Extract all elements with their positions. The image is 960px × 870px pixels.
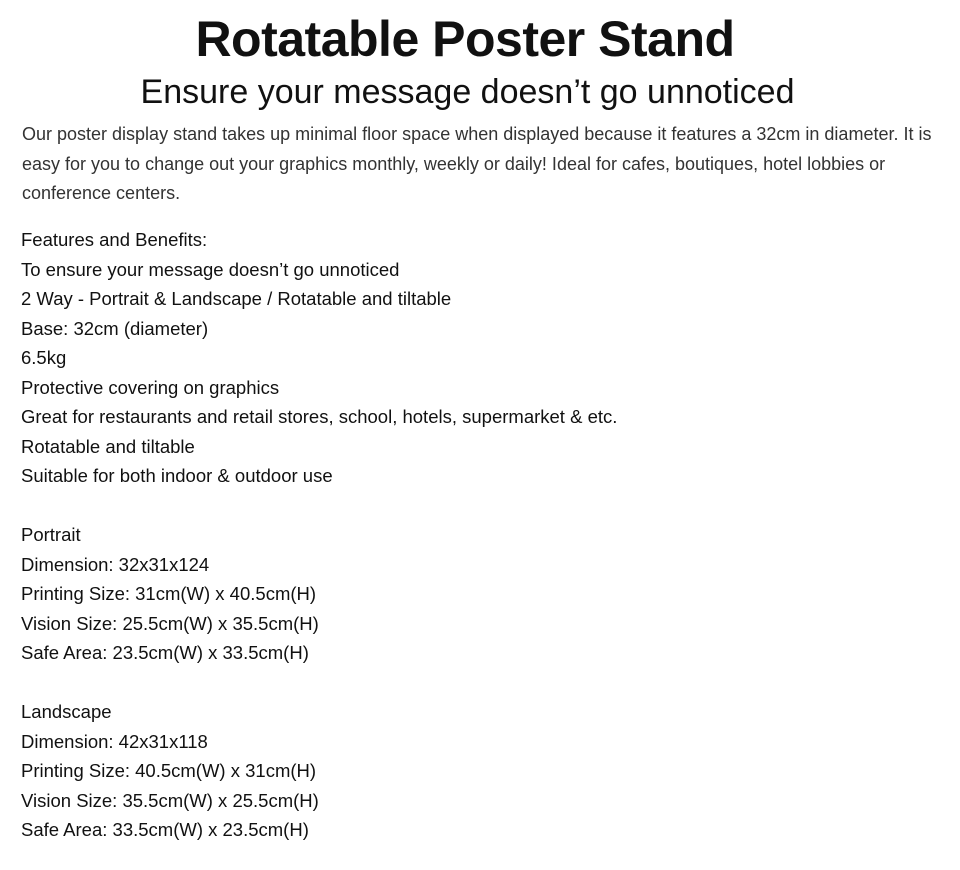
page-subtitle: Ensure your message doesn’t go unnoticed bbox=[140, 73, 795, 111]
portrait-safe-area: Safe Area: 23.5cm(W) x 33.5cm(H) bbox=[21, 642, 309, 663]
feature-item: 2 Way - Portrait & Landscape / Rotatable and tiltable bbox=[21, 288, 452, 309]
landscape-vision-size: Vision Size: 35.5cm(W) x 25.5cm(H) bbox=[21, 789, 319, 811]
specification-list bbox=[21, 225, 941, 845]
landscape-printing-size: Printing Size: 40.5cm(W) x 31cm(H) bbox=[21, 760, 317, 781]
features-heading: Features and Benefits: bbox=[21, 229, 208, 250]
portrait-heading: Portrait bbox=[21, 524, 81, 545]
feature-item: 6.5kg bbox=[21, 347, 67, 368]
landscape-dimension: Dimension: 42x31x118 bbox=[21, 730, 208, 752]
feature-item: To ensure your message doesn’t go unnoticed bbox=[21, 258, 400, 280]
page-title: Rotatable Poster Stand bbox=[195, 11, 735, 67]
section-spacer bbox=[21, 668, 941, 698]
intro-paragraph: Our poster display stand takes up minimal floor space when displayed because it features a 32cm in diameter. It is easy for you to change out your graphics monthly, weekly or daily! Ideal for cafes, boutiques, hotel lobbies or conference centers. bbox=[22, 124, 932, 203]
portrait-vision-size: Vision Size: 25.5cm(W) x 35.5cm(H) bbox=[21, 612, 319, 634]
feature-item: Suitable for both indoor & outdoor use bbox=[21, 465, 333, 486]
feature-item: Great for restaurants and retail stores, school, hotels, supermarket & etc. bbox=[21, 406, 618, 427]
portrait-printing-size: Printing Size: 31cm(W) x 40.5cm(H) bbox=[21, 583, 317, 604]
landscape-heading: Landscape bbox=[21, 701, 112, 722]
landscape-safe-area: Safe Area: 33.5cm(W) x 23.5cm(H) bbox=[21, 819, 309, 840]
feature-item: Protective covering on graphics bbox=[21, 376, 280, 398]
feature-item: Base: 32cm (diameter) bbox=[21, 317, 209, 339]
portrait-dimension: Dimension: 32x31x124 bbox=[21, 553, 210, 575]
feature-item: Rotatable and tiltable bbox=[21, 435, 195, 457]
section-spacer bbox=[21, 491, 941, 521]
